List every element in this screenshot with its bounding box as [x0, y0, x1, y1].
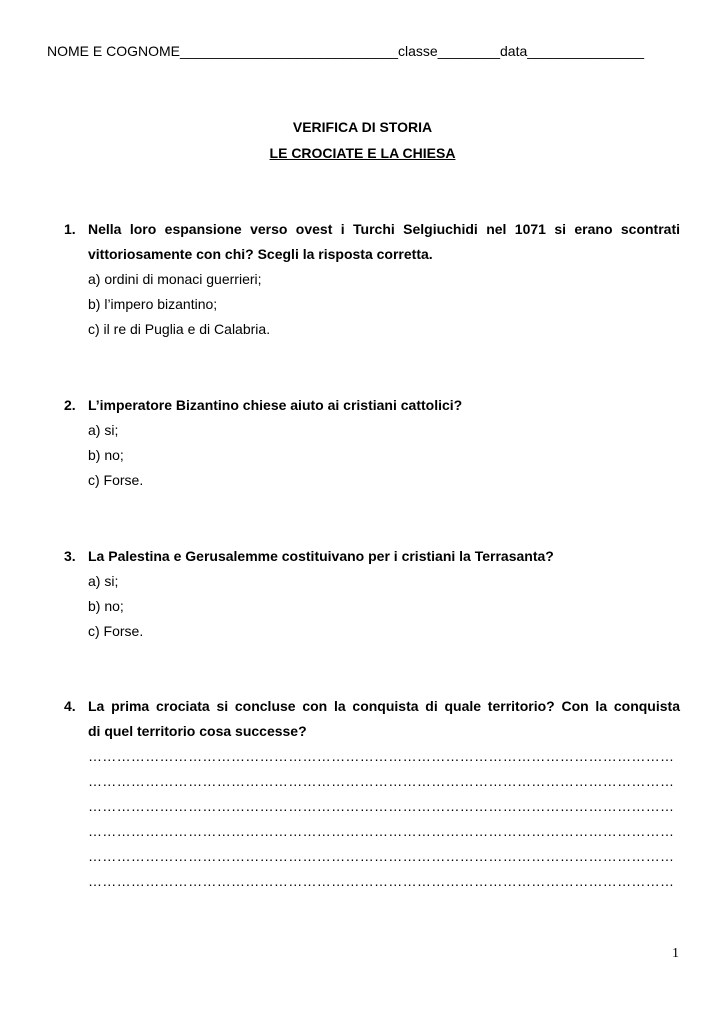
student-info-line: NOME E COGNOME____________________________classe________data_______________ [47, 43, 645, 59]
answer-option-c[interactable]: c) Forse. [88, 623, 144, 639]
page-subtitle: LE CROCIATE E LA CHIESA [269, 145, 456, 161]
answer-options [64, 569, 680, 644]
page-title: VERIFICA DI STORIA [292, 119, 433, 135]
answer-option-b[interactable]: b) no; [88, 447, 124, 463]
answer-option-a[interactable]: a) ordini di monaci guerrieri; [88, 271, 262, 287]
answer-line[interactable]: …………………………………………………………………………………………………………… [88, 848, 675, 864]
question-2 [64, 393, 680, 493]
answer-options [64, 418, 680, 493]
answer-option-c[interactable]: c) Forse. [88, 472, 144, 488]
answer-options [64, 267, 680, 342]
question-text-continued: vittoriosamente con chi? Scegli la risposta corretta. [88, 246, 433, 262]
answer-option-a[interactable]: a) si; [88, 422, 119, 438]
answer-option-b[interactable]: b) no; [88, 598, 124, 614]
question-text: La Palestina e Gerusalemme costituivano per i cristiani la Terrasanta? [88, 548, 554, 564]
answer-option-a[interactable]: a) si; [88, 573, 119, 589]
question-text: La prima crociata si concluse con la conquista di quale territorio? Con la conquista [88, 698, 680, 714]
question-number: 1. [64, 221, 76, 237]
answer-line[interactable]: …………………………………………………………………………………………………………… [88, 798, 675, 814]
question-text: Nella loro espansione verso ovest i Turchi Selgiuchidi nel 1071 si erano scontrati [88, 221, 680, 237]
answer-option-c[interactable]: c) il re di Puglia e di Calabria. [88, 321, 271, 337]
answer-option-b[interactable]: b) l’impero bizantino; [88, 296, 218, 312]
question-number: 2. [64, 397, 76, 413]
answer-line[interactable]: …………………………………………………………………………………………………………… [88, 873, 675, 889]
question-number: 4. [64, 698, 76, 714]
question-3 [64, 544, 680, 644]
question-text: L’imperatore Bizantino chiese aiuto ai cristiani cattolici? [88, 397, 463, 413]
question-4 [64, 694, 680, 894]
question-number: 3. [64, 548, 76, 564]
answer-line[interactable]: …………………………………………………………………………………………………………… [88, 748, 675, 764]
question-1 [64, 217, 680, 342]
page-number: 1 [672, 946, 679, 961]
question-text-continued: di quel territorio cosa successe? [88, 723, 307, 739]
answer-line[interactable]: …………………………………………………………………………………………………………… [88, 773, 675, 789]
answer-line[interactable]: …………………………………………………………………………………………………………… [88, 823, 675, 839]
